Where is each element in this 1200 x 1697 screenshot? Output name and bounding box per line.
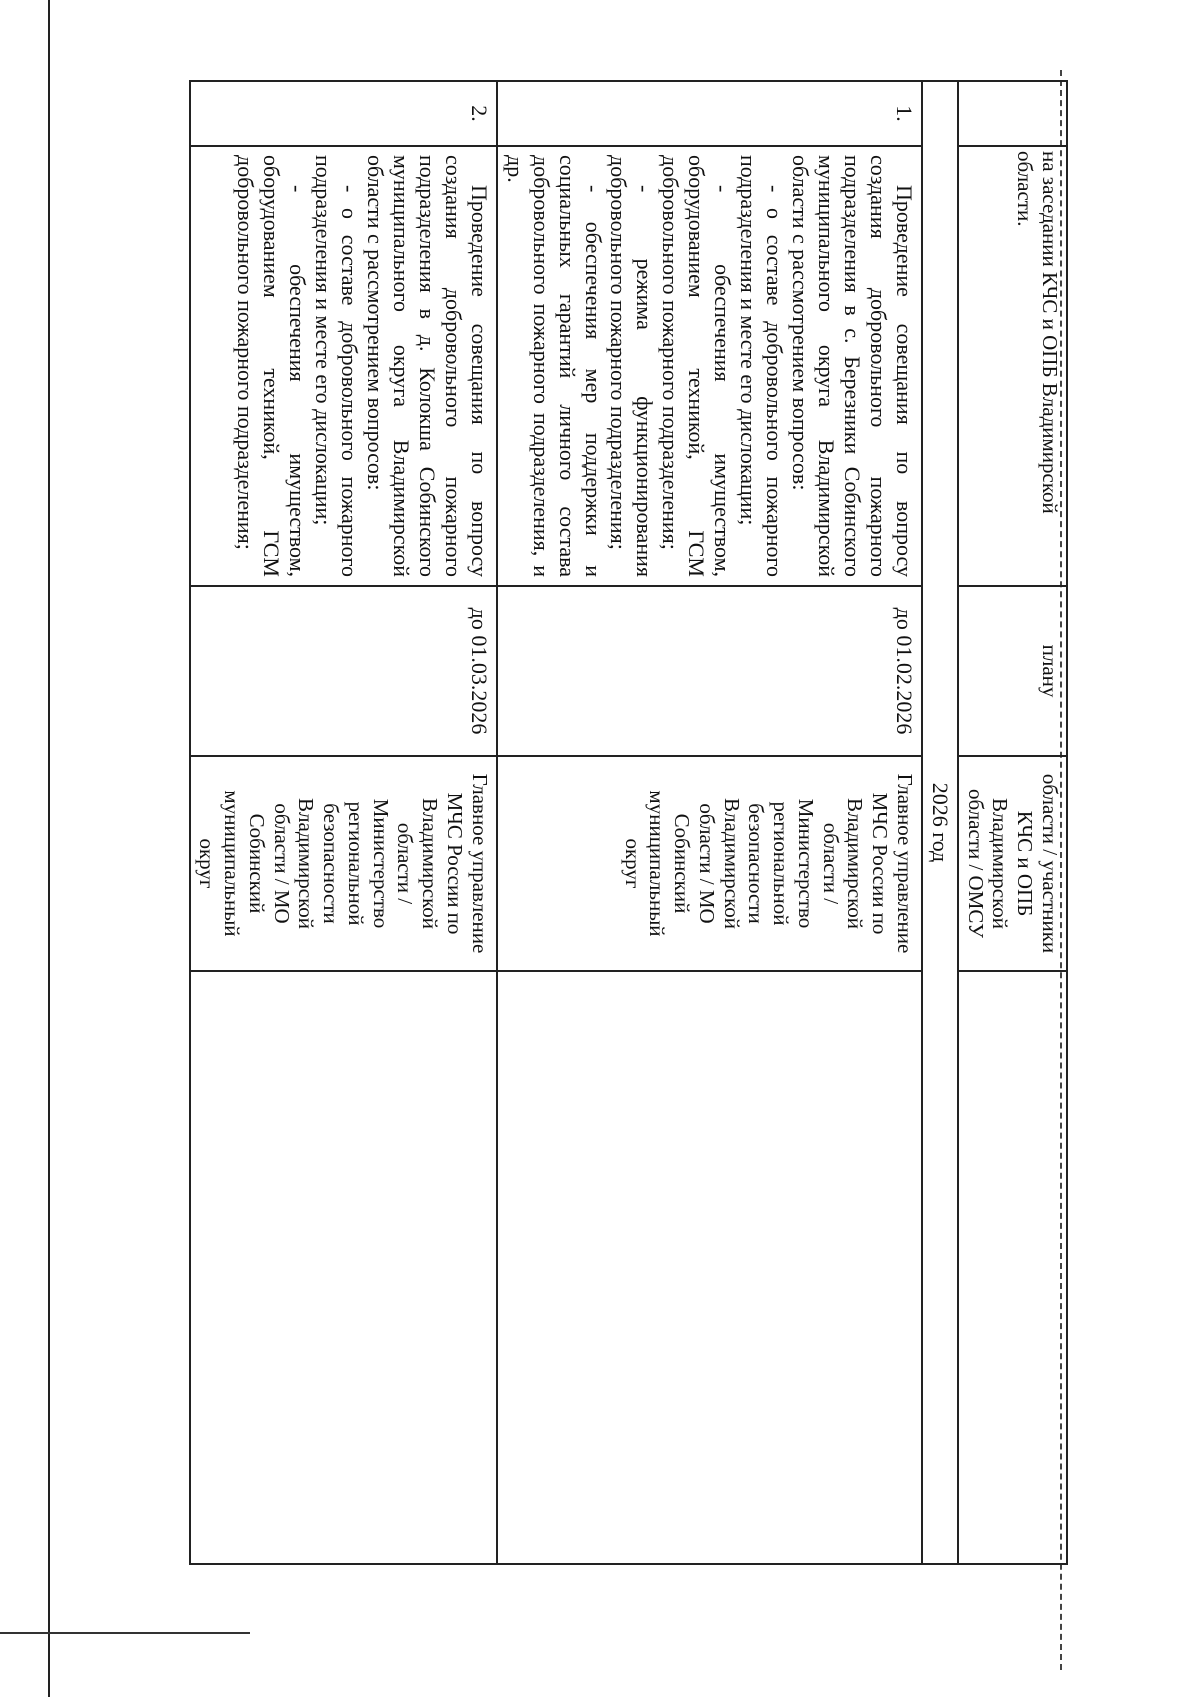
responsible-cell: Главное управление МЧС России по Владимирской области / Министерство региональной безопасности Владимирской области / МО Собинский муниципальный округ — [497, 756, 922, 971]
plan-table — [189, 80, 1068, 1565]
table-row — [190, 81, 497, 1564]
responsible-cell: Главное управление МЧС России по Владимирской области / Министерство региональной безопасности Владимирской области / МО Собинский муниципальный округ — [190, 756, 497, 971]
term-cell: до 01.03.2026 — [190, 586, 497, 756]
rotated-page — [148, 80, 1068, 1565]
event-subitem: - обеспечения имуществом, оборудованием техникой, ГСМ добровольного пожарного подразделения; — [233, 155, 311, 577]
scan-edge-bottom — [0, 1632, 250, 1634]
header-term-cell: плану — [958, 586, 1067, 756]
event-cell — [497, 146, 922, 586]
event-title: Проведение совещания по вопросу создания добровольного пожарного подразделения в с. Березники Собинского муниципального округа Владимирской области с рассмотрением вопросов: — [788, 155, 917, 577]
term-cell: до 01.02.2026 — [497, 586, 922, 756]
note-cell — [497, 971, 922, 1564]
scan-edge-left — [48, 0, 50, 1697]
row-number: 1. — [497, 81, 922, 146]
header-number-cell — [958, 81, 1067, 146]
header-note-cell — [958, 971, 1067, 1564]
note-cell — [190, 971, 497, 1564]
event-subitem: - о составе добровольного пожарного подразделения и месте его дислокации; — [311, 155, 362, 577]
event-cell — [190, 146, 497, 586]
event-subitem: - режима функционирования добровольного пожарного подразделения; — [606, 155, 658, 577]
header-responsible-cell: области / участники КЧС и ОПБ Владимирской области / ОМСУ — [958, 756, 1067, 971]
event-subitem: - о составе добровольного пожарного подразделения и месте его дислокации; — [736, 155, 788, 577]
header-event-cell: на заседании КЧС и ОПБ Владимирской области. — [958, 146, 1067, 586]
year-row — [922, 81, 958, 1564]
row-number: 2. — [190, 81, 497, 146]
table-row — [497, 81, 922, 1564]
event-subitem: - обеспечения мер поддержки и социальных гарантий личного состава добровольного пожарного подразделения, и др. — [502, 155, 606, 577]
header-continuation-row — [958, 81, 1067, 1564]
year-label: 2026 год — [922, 81, 958, 1564]
event-title: Проведение совещания по вопросу создания добровольного пожарного подразделения в д. Колокша Собинского муниципального округа Владимирской области с рассмотрением вопросов: — [362, 155, 492, 577]
event-subitem: - обеспечения имуществом, оборудованием техникой, ГСМ добровольного пожарного подразделения; — [658, 155, 736, 577]
